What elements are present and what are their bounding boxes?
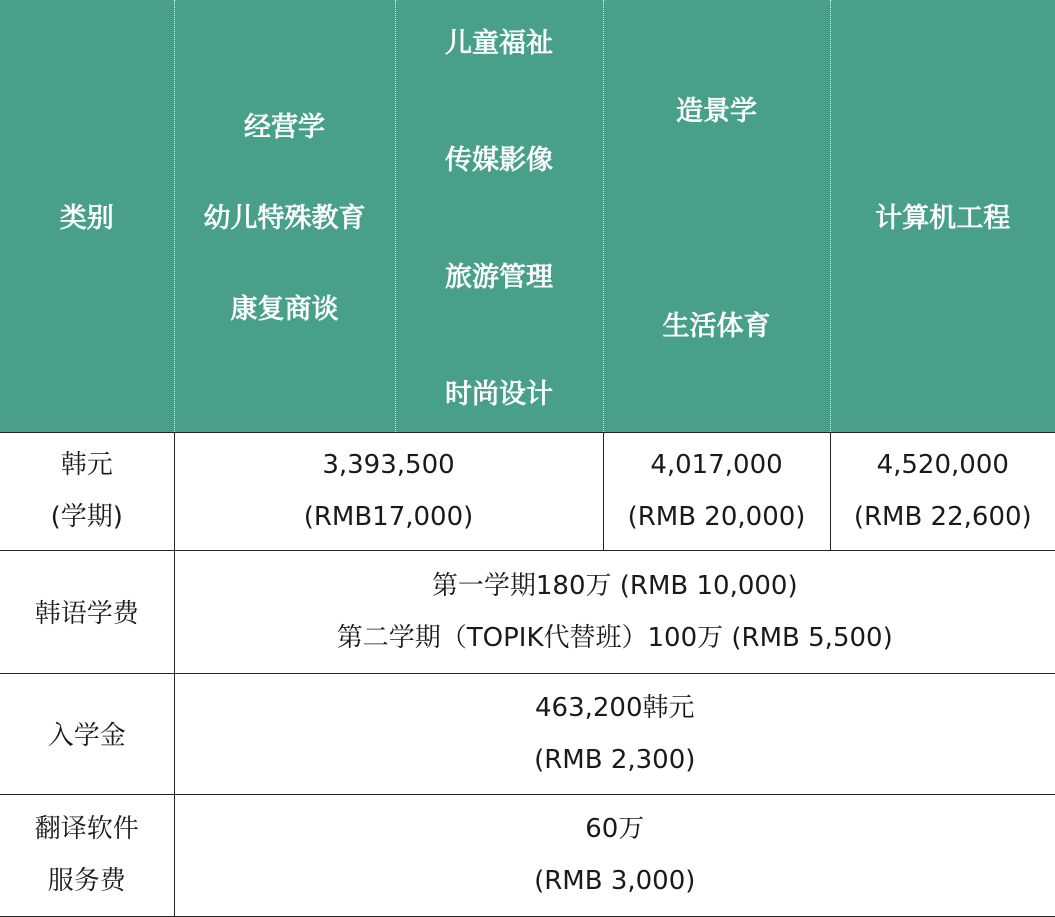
major-name: 传媒影像 [445,144,553,176]
entrance-fee-krw: 463,200韩元 [534,692,695,723]
korean-fee-line-1: 第一学期180万 (RMB 10,000) [431,570,798,601]
major-group-2-header [395,0,603,432]
major-group-1-header [174,0,395,432]
tuition-group-1 [174,432,603,550]
software-fee-row [0,794,1055,916]
entrance-fee-row [0,673,1055,794]
major-group-4-header [830,0,1055,432]
entrance-fee-value-cell [174,673,1055,794]
tuition-label: 韩元 [60,450,113,480]
korean-fee-line-2: 第二学期（TOPIK代替班）100万 (RMB 5,500) [336,622,893,653]
software-fee-krw: 60万 [585,814,645,844]
tuition-group-2 [603,432,830,550]
major-name: 儿童福祉 [445,27,553,59]
entrance-fee-label: 入学金 [47,721,126,751]
tuition-krw: 4,017,000 [650,450,783,480]
major-name: 造景学 [676,95,757,127]
major-name: 幼儿特殊教育 [203,203,366,235]
major-name: 旅游管理 [445,261,553,293]
korean-fee-label: 韩语学费 [34,599,139,629]
software-fee-rmb: (RMB 3,000) [534,866,696,896]
entrance-fee-rmb: (RMB 2,300) [534,744,696,775]
tuition-rmb: (RMB 22,600) [853,502,1032,532]
category-header [0,0,174,432]
tuition-rmb: (RMB 20,000) [627,502,806,532]
tuition-krw: 4,520,000 [876,450,1009,480]
major-name: 康复商谈 [230,294,339,326]
tuition-label-sub: (学期) [50,502,123,532]
major-group-3-header [603,0,830,432]
software-fee-label-sub: 服务费 [47,866,126,896]
korean-fee-row [0,550,1055,673]
tuition-label-cell [0,432,174,550]
entrance-fee-label-cell [0,673,174,794]
tuition-group-3 [830,432,1055,550]
software-fee-label-cell [0,794,174,916]
tuition-rmb: (RMB17,000) [303,502,474,532]
major-name: 经营学 [244,112,325,144]
korean-fee-value-cell [174,550,1055,673]
category-label: 类别 [59,203,114,235]
tuition-row [0,432,1055,550]
software-fee-value-cell [174,794,1055,916]
software-fee-label: 翻译软件 [34,814,139,844]
major-name: 计算机工程 [875,203,1011,235]
header-row [0,0,1055,432]
major-name: 生活体育 [662,310,771,342]
major-name: 时尚设计 [445,378,553,410]
korean-fee-label-cell [0,550,174,673]
tuition-krw: 3,393,500 [322,450,455,480]
